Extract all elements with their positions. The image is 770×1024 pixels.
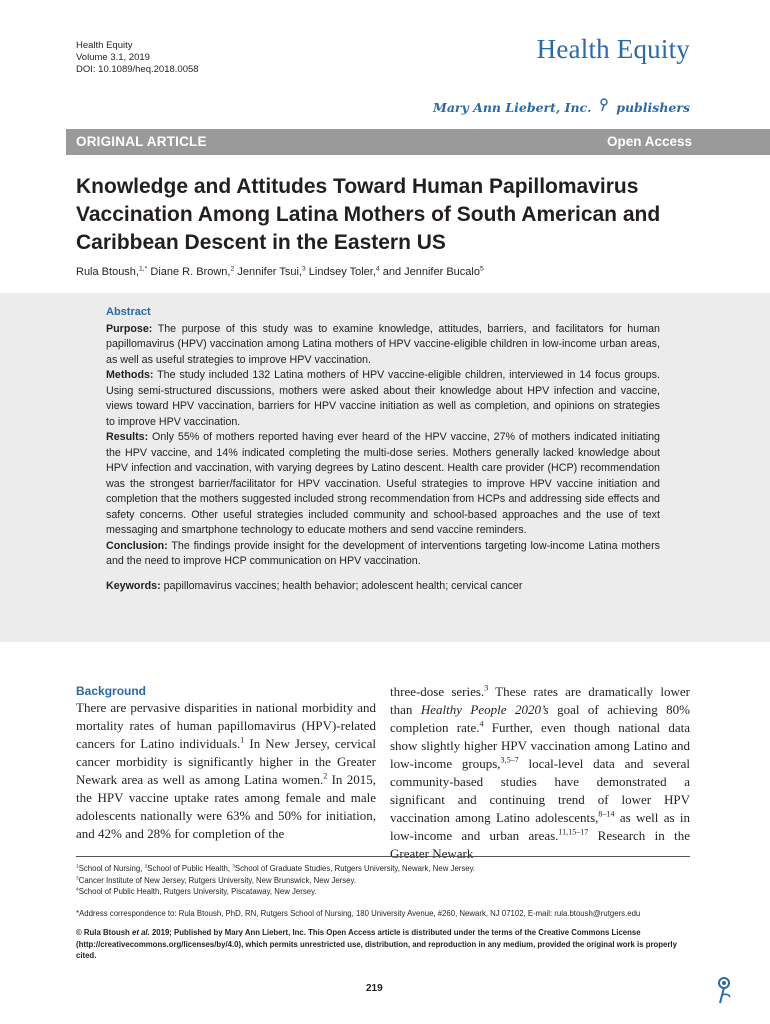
body-text: goal of achieving 80% completion rate. — [390, 702, 690, 735]
body-text: local-level data and several community-based studies have demonstrated a significant and continuing trend of lower HPV vaccination among Latino adolescents, — [390, 756, 690, 825]
methods-text: The study included 132 Latina mothers of HPV vaccine-eligible children, interviewed in 14 focus groups. Using semi-structured discussions, mothers were asked about their knowledge about HPV infection and vaccine, views toward HPV vaccination, barriers for HPV vaccine initiation as well as completion, and opinions on strategies to improve HPV vaccination. — [106, 369, 660, 428]
affiliation-number: 1 — [76, 864, 79, 870]
author-affiliation: 2 — [230, 265, 235, 273]
citation: 8–14 — [598, 809, 615, 819]
author-name: Diane R. Brown, — [147, 266, 231, 278]
author-affiliation: 4 — [375, 265, 380, 273]
results-text: Only 55% of mothers reported having ever heard of the HPV vaccine, 27% of mothers indicated initiating the HPV vaccine, and 14% indicated completing the multi-dose series. Mothers generally lacked knowledge about HPV infection and vaccination, with varying degrees by Latino descent. Health care provider (HCP) recommendation was the strongest barrier/facilitator for HPV vaccination. Useful strategies to improve HPV vaccine initiation and completion that the mothers suggested included strong recommendation from HCPs and addressing side effects and safety concerns. Other useful strategies included community and school-based approaches and the use of text messaging and smartphone technology to educate mothers and send vaccine reminders. — [106, 431, 660, 536]
body-text-italic: Healthy People 2020’s — [420, 702, 549, 717]
open-access-label: Open Access — [606, 134, 692, 149]
footnotes — [76, 856, 690, 962]
author-name: Jennifer Tsui, — [234, 266, 302, 278]
body-text: three-dose series. — [390, 684, 485, 699]
purpose-label: Purpose: — [106, 322, 153, 335]
abstract — [106, 305, 660, 594]
correspondence: *Address correspondence to: Rula Btoush, PhD, RN, Rutgers School of Nursing, 180 University Avenue, #260, Newark, NJ 07102, E-mail: rula.btoush@rutgers.edu — [76, 908, 641, 918]
body-text: Further, even though national data show slightly higher HPV vaccination among Latino and low-income groups, — [390, 720, 690, 771]
publisher-suffix: publishers — [616, 100, 690, 115]
abstract-methods — [106, 368, 660, 430]
author-affiliation: 3 — [301, 265, 306, 273]
citation: 2 — [323, 771, 328, 781]
affiliation-number: 2 — [144, 864, 148, 870]
abstract-conclusion — [106, 539, 660, 570]
author-name: and Jennifer Bucalo — [379, 266, 480, 278]
publisher-flower-icon — [597, 98, 611, 115]
affiliation-line — [76, 875, 690, 887]
body-text: as well as in low-income and urban areas. — [390, 810, 691, 843]
results-label: Results: — [106, 431, 149, 443]
affiliation-line — [76, 863, 690, 875]
purpose-text: The purpose of this study was to examine knowledge, attitudes, barriers, and facilitators for human papillomavirus (HPV) vaccination among Latina mothers of HPV vaccine-eligible children in low-income urban areas, as well as useful strategies to improve HPV vaccination. — [106, 322, 660, 366]
abstract-keywords — [106, 579, 660, 595]
publisher-flower-icon — [712, 975, 738, 1005]
affiliation-number: 3 — [76, 875, 79, 881]
author-list — [76, 266, 484, 278]
citation: 4 — [479, 719, 484, 729]
affiliation-number: 3 — [232, 864, 235, 870]
citation: 1 — [240, 735, 245, 745]
body-text: In New Jersey, cervical cancer morbidity is significantly higher in the Greater Newark area as well as among Latina women. — [76, 736, 376, 787]
page-number: 219 — [366, 983, 383, 994]
journal-meta — [76, 40, 199, 76]
conclusion-label: Conclusion: — [106, 539, 168, 552]
journal-doi: DOI: 10.1089/heq.2018.0058 — [76, 64, 199, 75]
affiliation-number: 4 — [76, 887, 79, 893]
body-text: Research in the Greater Newark — [390, 828, 690, 861]
affiliation-text: School of Public Health, Rutgers University, Piscataway, New Jersey. — [78, 887, 317, 896]
body-text: In 2015, the HPV vaccine uptake rates among female and male adolescents nationally were 63% and 50% for initiation, and 42% and 28% for completion of the — [76, 772, 376, 841]
body-column-right — [390, 683, 690, 863]
affiliation-text: Cancer Institute of New Jersey, Rutgers University, New Brunswick, New Jersey. — [78, 875, 356, 885]
affiliation-text: School of Nursing, — [78, 864, 145, 873]
license-text: 2019; Published by Mary Ann Liebert, Inc. This Open Access article is distributed under the terms of the Creative Commons License (http://creativecommons.org/licenses/by/4.0), which permits unrestricted use, distribution, and reproduction in any medium, provided the original work is properly cited. — [76, 928, 677, 960]
publisher-logo — [433, 98, 690, 115]
keywords-text: papillomavirus vaccines; health behavior; adolescent health; cervical cancer — [160, 579, 523, 592]
article-type-label: ORIGINAL ARTICLE — [76, 134, 207, 149]
license-notice — [76, 927, 690, 962]
article-title: Knowledge and Attitudes Toward Human Papillomavirus Vaccination Among Latina Mothers of South American and Caribbean Descent in the Eastern US — [76, 175, 661, 254]
body-text: These rates are dramatically lower than — [390, 684, 690, 717]
license-text: © Rula Btoush — [76, 928, 132, 937]
methods-label: Methods: — [106, 369, 154, 381]
abstract-results — [106, 430, 660, 539]
conclusion-text: The findings provide insight for the development of interventions targeting low-income Latina mothers and the need to improve HCP communication on HPV vaccination. — [106, 539, 660, 567]
body-column-left — [76, 683, 376, 843]
affiliation-line — [76, 886, 690, 898]
license-text-italic: et al. — [132, 928, 150, 937]
journal-logo: Health Equity — [536, 34, 690, 64]
journal-volume: Volume 3.1, 2019 — [76, 52, 150, 63]
author-name: Lindsey Toler, — [305, 266, 376, 278]
citation: 3,5–7 — [500, 755, 519, 765]
abstract-heading: Abstract — [106, 306, 151, 318]
abstract-purpose — [106, 322, 660, 369]
body-paragraph — [76, 699, 376, 843]
keywords-label: Keywords: — [106, 579, 161, 592]
citation: 11,15–17 — [558, 827, 589, 837]
body-text: There are pervasive disparities in national morbidity and mortality rates of human papillomavirus (HPV)-related cancers for Latino individuals. — [76, 700, 376, 751]
section-heading-background: Background — [76, 684, 147, 698]
author-affiliation: 1,* — [138, 265, 148, 273]
affiliation-text: School of Public Health, — [147, 864, 233, 873]
body-paragraph — [390, 683, 690, 863]
affiliation-text: School of Graduate Studies, Rutgers University, Newark, New Jersey. — [234, 864, 476, 873]
author-affiliation: 5 — [479, 265, 484, 273]
publisher-name: Mary Ann Liebert, Inc. — [432, 100, 592, 115]
article-type-banner — [66, 129, 770, 155]
journal-name: Health Equity — [76, 40, 133, 51]
citation: 3 — [484, 683, 489, 693]
author-name: Rula Btoush, — [76, 266, 139, 278]
